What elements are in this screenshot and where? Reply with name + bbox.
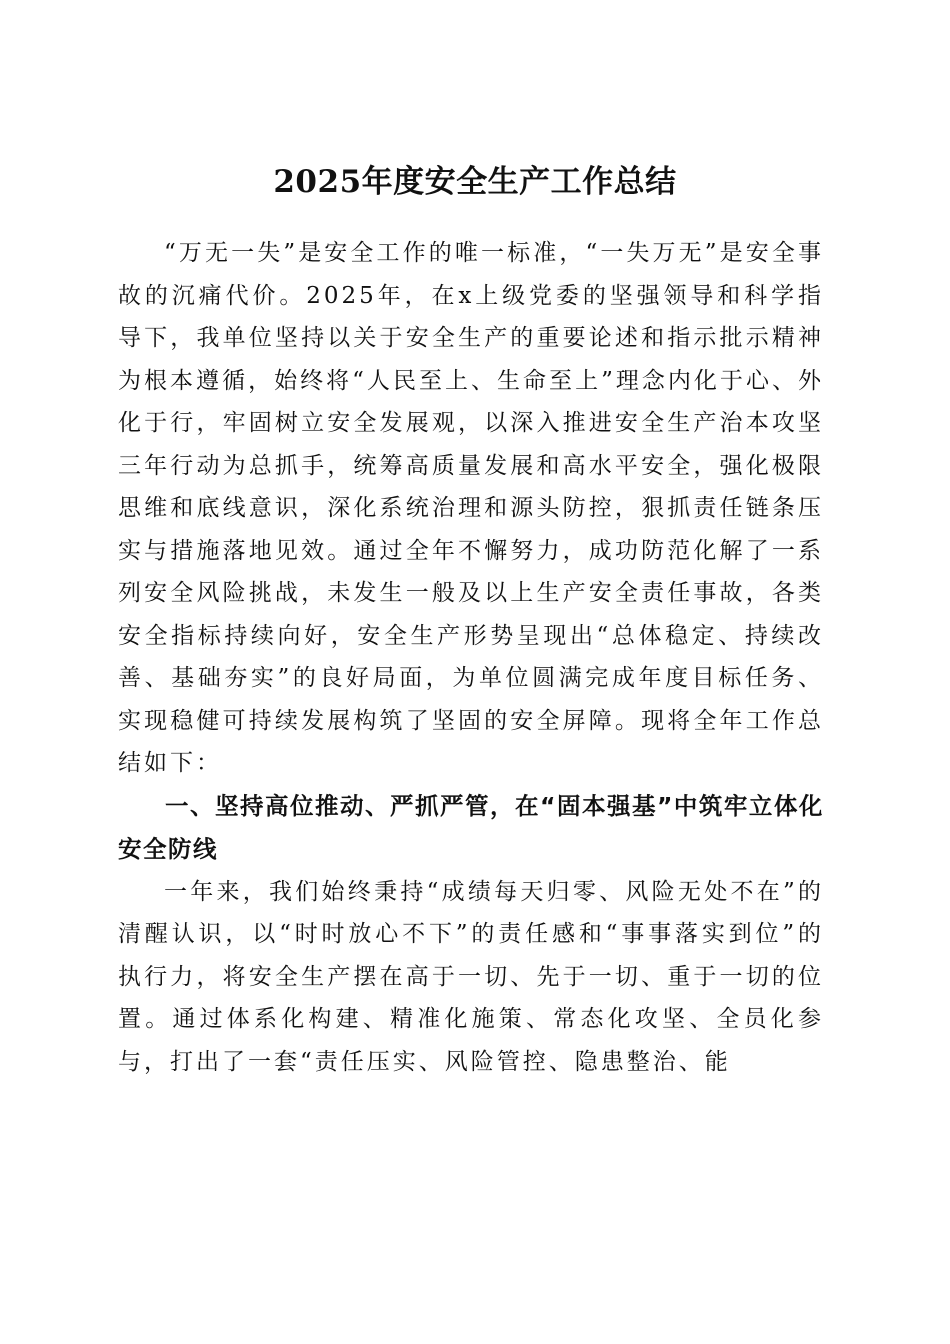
document-title: 2025年度安全生产工作总结: [273, 163, 677, 200]
section-1-paragraph: 一年来，我们始终秉持“成绩每天归零、风险无处不在”的清醒认识，以“时时放心不下”的责任感和“事事落实到位”的执行力，将安全生产摆在高于一切、先于一切、重于一切的位置。通过体系化构建、精准化施策、常态化攻坚、全员化参与，打出了一套“责任压实、风险管控、隐患整治、能: [118, 878, 824, 1075]
section-1-heading: 一、坚持高位推动、严抓严管，在“固本强基”中筑牢立体化安全防线: [118, 791, 824, 863]
document-body: [118, 232, 824, 1083]
intro-paragraph: “万无一失”是安全工作的唯一标准，“一失万无”是安全事故的沉痛代价。2025年，在x上级党委的坚强领导和科学指导下，我单位坚持以关于安全生产的重要论述和指示批示精神为根本遵循，始终将“人民至上、生命至上”理念内化于心、外化于行，牢固树立安全发展观，以深入推进安全生产治本攻坚三年行动为总抓手，统筹高质量发展和高水平安全，强化极限思维和底线意识，深化系统治理和源头防控，狠抓责任链条压实与措施落地见效。通过全年不懈努力，成功防范化解了一系列安全风险挑战，未发生一般及以上生产安全责任事故，各类安全指标持续向好，安全生产形势呈现出“总体稳定、持续改善、基础夯实”的良好局面，为单位圆满完成年度目标任务、实现稳健可持续发展构筑了坚固的安全屏障。现将全年工作总结如下：: [118, 240, 824, 776]
